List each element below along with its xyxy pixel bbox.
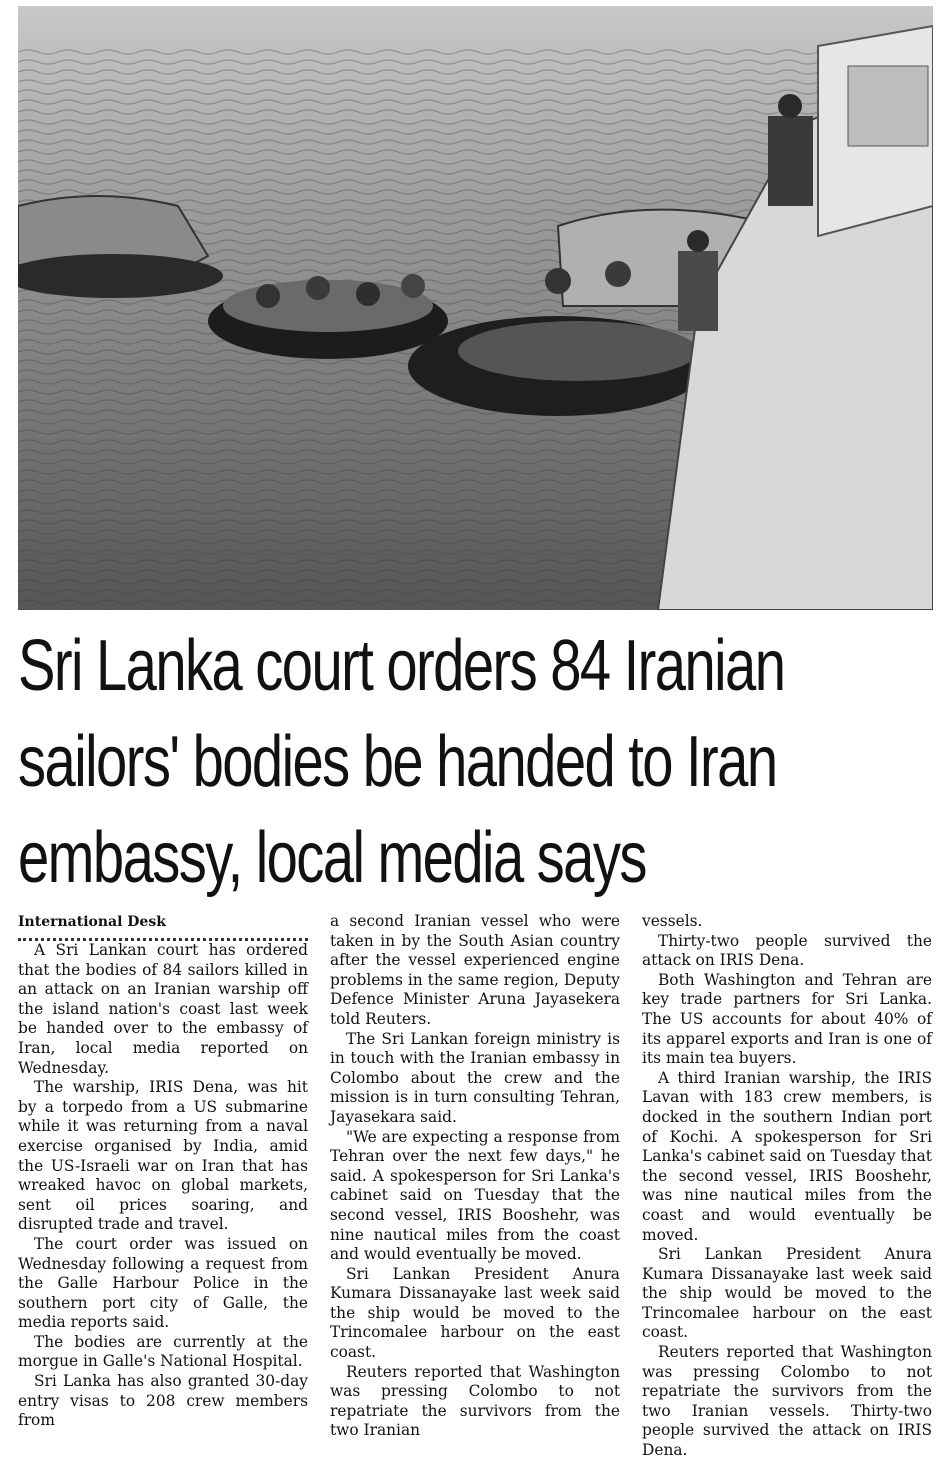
paragraph: vessels. (642, 912, 703, 930)
headline-line-1: Sri Lanka court orders 84 Iranian (18, 626, 785, 706)
paragraph: A Sri Lankan court has ordered that the bodies of 84 sailors killed in an attack on an Iranian warship off the island nation's coast last week be handed over to the embassy of Iran, local media reported on Wednesday. (18, 941, 308, 1077)
paragraph: a second Iranian vessel who were taken in by the South Asian country after the vessel experienced engine problems in the same region, Deputy Defence Minister Aruna Jayasekera told Reuters. (330, 912, 620, 1028)
paragraph: Thirty-two people survived the attack on IRIS Dena. (642, 931, 932, 970)
paragraph: The bodies are currently at the morgue in Galle's National Hospital. (18, 1332, 308, 1371)
paragraph: A third Iranian warship, the IRIS Lavan with 183 crew members, is docked in the southern Indian port of Kochi. A spokesperson for Sri Lanka's cabinet said on Tuesday that the second vessel, IRIS Booshehr, was nine nautical miles from the coast and would eventually be moved. (642, 1068, 932, 1244)
article-column-1 (18, 912, 308, 1431)
paragraph: The warship, IRIS Dena, was hit by a torpedo from a US submarine while it was returning from a naval exercise organised by India, amid the US-Israeli war on Iran that has wreaked havoc on global markets, sent oil prices soaring, and disrupted trade and travel. (18, 1078, 308, 1234)
headline (18, 618, 933, 906)
article-column-3 (642, 912, 932, 1461)
paragraph: Reuters reported that Washington was pressing Colombo to not repatriate the survivors from the two Iranian vessels. Thirty-two people survived the attack on IRIS Dena. (642, 1343, 932, 1460)
headline-line-3: embassy, local media says (18, 818, 646, 898)
article-column-2 (330, 912, 620, 1441)
paragraph: Both Washington and Tehran are key trade partners for Sri Lanka. The US accounts for about 40% of its apparel exports and Iran is one of its main tea buyers. (642, 970, 932, 1068)
paragraph: The Sri Lankan foreign ministry is in touch with the Iranian embassy in Colombo about the crew and the mission is in turn consulting Tehran, Jayasekara said. (330, 1029, 620, 1126)
article-body (18, 912, 933, 1460)
paragraph: Sri Lankan President Anura Kumara Dissanayake last week said the ship would be moved to the Trincomalee harbour on the east coast. (330, 1264, 620, 1362)
paragraph: Sri Lanka has also granted 30-day entry visas to 208 crew members from (18, 1372, 308, 1430)
paragraph: Sri Lankan President Anura Kumara Dissanayake last week said the ship would be moved to the Trincomalee harbour on the east coast. (642, 1245, 932, 1342)
paragraph: Reuters reported that Washington was pressing Colombo to not repatriate the survivors from the two Iranian (330, 1362, 620, 1440)
byline: International Desk (18, 912, 308, 941)
paragraph: "We are expecting a response from Tehran over the next few days," he said. A spokesperson for Sri Lanka's cabinet said on Tuesday that the second vessel, IRIS Booshehr, was nine nautical miles from the coast and would eventually be moved. (330, 1127, 620, 1264)
paragraph: The court order was issued on Wednesday following a request from the Galle Harbour Police in the southern port city of Galle, the media reports said. (18, 1234, 308, 1332)
news-photo (18, 6, 933, 610)
rescue-boats-photo (18, 6, 933, 610)
headline-line-2: sailors' bodies be handed to Iran (18, 722, 777, 802)
